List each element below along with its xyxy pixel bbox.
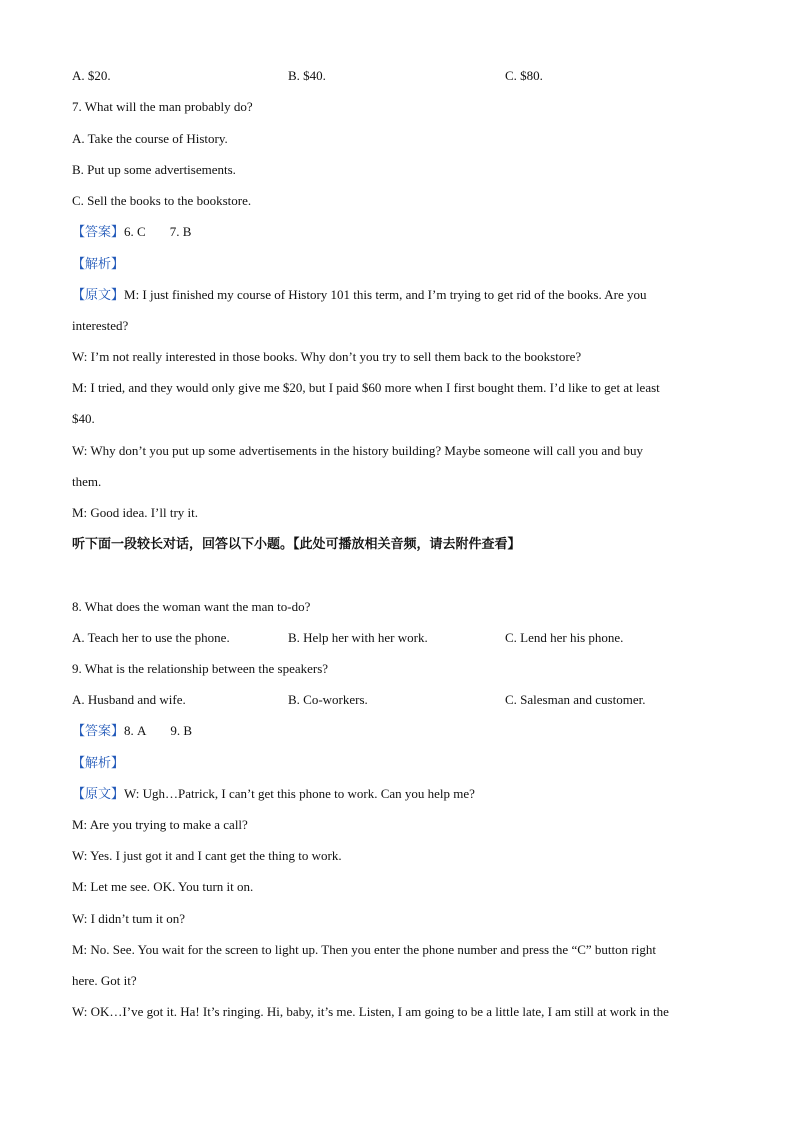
answer-line-2 xyxy=(72,723,192,740)
dialog1-line: M: Good idea. I’ll try it. xyxy=(72,505,199,520)
analysis-tag-2: 【解析】 xyxy=(72,756,125,771)
dialog1-line: interested? xyxy=(72,318,129,333)
answer-8: 8. A xyxy=(124,723,147,738)
q7-option-b: B. Put up some advertisements. xyxy=(72,162,236,177)
dialog2-line: 【原文】W: Ugh…Patrick, I can’t get this phone to work. Can you help me? xyxy=(72,786,475,802)
dialog1-line: them. xyxy=(72,474,102,489)
dialog2-line: W: OK…I’ve got it. Ha! It’s ringing. Hi, baby, it’s me. Listen, I am going to be a little late, I am still at work in the xyxy=(72,1004,669,1019)
answer-line-1 xyxy=(72,224,191,241)
q7-question: 7. What will the man probably do? xyxy=(72,99,253,114)
q7-option-c: C. Sell the books to the bookstore. xyxy=(72,193,252,208)
dialog1-line: M: I tried, and they would only give me $20, but I paid $60 more when I first bought them. I’d like to get at least xyxy=(72,380,660,395)
answer-tag: 【答案】 xyxy=(72,225,125,240)
answer-7: 7. B xyxy=(169,224,192,239)
dialog1-line: $40. xyxy=(72,411,95,426)
dialog1-line: W: Why don’t you put up some advertisements in the history building? Maybe someone will call you and buy xyxy=(72,443,643,458)
listening-instruction: 听下面一段较长对话，回答以下小题。【此处可播放相关音频，请去附件查看】 xyxy=(72,537,521,552)
dialog2-line: W: Yes. I just got it and I cant get the thing to work. xyxy=(72,848,342,863)
analysis-tag-1: 【解析】 xyxy=(72,257,125,272)
q8-option-b: B. Help her with her work. xyxy=(288,630,428,645)
q9-question: 9. What is the relationship between the speakers? xyxy=(72,661,329,676)
q9-option-a: A. Husband and wife. xyxy=(72,692,186,707)
answer-tag: 【答案】 xyxy=(72,724,125,739)
q7-option-a: A. Take the course of History. xyxy=(72,131,228,146)
dialog1-line: 【原文】M: I just finished my course of History 101 this term, and I’m trying to get rid of the books. Are you xyxy=(72,287,647,303)
q8-question: 8. What does the woman want the man to-do? xyxy=(72,599,311,614)
q6-option-a: A. $20. xyxy=(72,68,111,83)
dialog2-line: M: Are you trying to make a call? xyxy=(72,817,248,832)
dialog2-line: M: No. See. You wait for the screen to light up. Then you enter the phone number and press the “C” button right xyxy=(72,942,656,957)
dialog2-line: W: I didn’t tum it on? xyxy=(72,911,186,926)
answer-9: 9. B xyxy=(170,723,193,738)
answer-6: 6. C xyxy=(124,224,146,239)
dialog1-line: W: I’m not really interested in those books. Why don’t you try to sell them back to the bookstore? xyxy=(72,349,582,364)
q6-option-c: C. $80. xyxy=(505,68,543,83)
q9-option-c: C. Salesman and customer. xyxy=(505,692,646,707)
original-tag: 【原文】 xyxy=(72,288,125,303)
q8-option-c: C. Lend her his phone. xyxy=(505,630,624,645)
q8-option-a: A. Teach her to use the phone. xyxy=(72,630,230,645)
dialog2-line: M: Let me see. OK. You turn it on. xyxy=(72,879,254,894)
q6-option-b: B. $40. xyxy=(288,68,326,83)
original-tag: 【原文】 xyxy=(72,787,125,802)
dialog2-line: here. Got it? xyxy=(72,973,137,988)
q9-option-b: B. Co-workers. xyxy=(288,692,368,707)
